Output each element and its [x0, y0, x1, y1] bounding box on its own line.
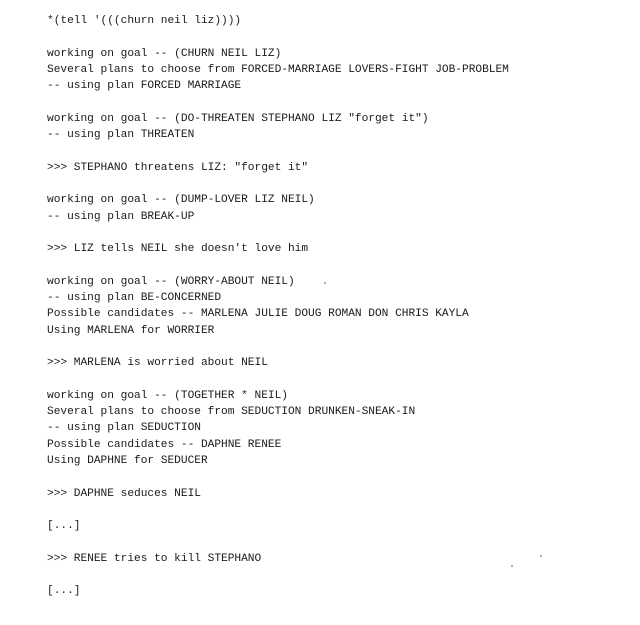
ellipsis-line: [...]: [47, 520, 81, 533]
role-assignment-line: Using MARLENA for WORRIER: [47, 324, 215, 337]
goal-line: working on goal -- (WORRY-ABOUT NEIL): [47, 275, 295, 288]
scan-speck: [511, 565, 513, 567]
blank-line: [47, 567, 632, 583]
ellipsis-block: [47, 518, 632, 534]
blank-line: [47, 372, 632, 388]
event-line: >>> MARLENA is worried about NEIL: [47, 357, 268, 370]
goal-line: working on goal -- (DO-THREATEN STEPHANO LIZ "forget it"): [47, 112, 429, 125]
candidates-line: Possible candidates -- MARLENA JULIE DOUG ROMAN DON CHRIS KAYLA: [47, 308, 469, 321]
goal-line: working on goal -- (DUMP-LOVER LIZ NEIL): [47, 194, 315, 207]
event-kill-block: [47, 551, 632, 567]
event-seduces-block: [47, 486, 632, 502]
plan-used-line: -- using plan SEDUCTION: [47, 422, 201, 435]
event-threatens-block: [47, 160, 632, 176]
scan-speck: [324, 282, 326, 284]
plan-used-line: -- using plan FORCED MARRIAGE: [47, 80, 242, 93]
goal-do-threaten-block: [47, 111, 632, 144]
candidates-line: Possible candidates -- DAPHNE RENEE: [47, 438, 282, 451]
event-line: >>> STEPHANO threatens LIZ: "forget it": [47, 161, 309, 174]
ellipsis-line: [...]: [47, 585, 81, 598]
goal-together-block: [47, 388, 632, 469]
blank-line: [47, 502, 632, 518]
event-line: >>> LIZ tells NEIL she doesn't love him: [47, 243, 309, 256]
blank-line: [47, 339, 632, 355]
plans-line: Several plans to choose from SEDUCTION DRUNKEN-SNEAK-IN: [47, 406, 416, 419]
blank-line: [47, 29, 632, 45]
goal-dump-lover-block: [47, 192, 632, 225]
blank-line: [47, 469, 632, 485]
blank-line: [47, 225, 632, 241]
role-assignment-line: Using DAPHNE for SEDUCER: [47, 455, 208, 468]
event-line: >>> RENEE tries to kill STEPHANO: [47, 552, 262, 565]
blank-line: [47, 176, 632, 192]
goal-line: working on goal -- (CHURN NEIL LIZ): [47, 47, 282, 60]
plans-line: Several plans to choose from FORCED-MARRIAGE LOVERS-FIGHT JOB-PROBLEM: [47, 63, 509, 76]
blank-line: [47, 535, 632, 551]
blank-line: [47, 94, 632, 110]
blank-line: [47, 257, 632, 273]
plan-used-line: -- using plan BE-CONCERNED: [47, 292, 222, 305]
plan-used-line: -- using plan BREAK-UP: [47, 210, 195, 223]
command-line: *(tell '(((churn neil liz)))): [47, 15, 242, 27]
blank-line: [47, 143, 632, 159]
event-line: >>> DAPHNE seduces NEIL: [47, 487, 201, 500]
goal-worry-about-block: [47, 274, 632, 339]
goal-line: working on goal -- (TOGETHER * NEIL): [47, 389, 288, 402]
goal-churn-block: [47, 46, 632, 95]
plan-used-line: -- using plan THREATEN: [47, 129, 195, 142]
scan-speck: [540, 555, 542, 557]
program-transcript: [47, 13, 632, 600]
event-worried-block: [47, 355, 632, 371]
event-tells-block: [47, 241, 632, 257]
ellipsis-block: [47, 583, 632, 599]
